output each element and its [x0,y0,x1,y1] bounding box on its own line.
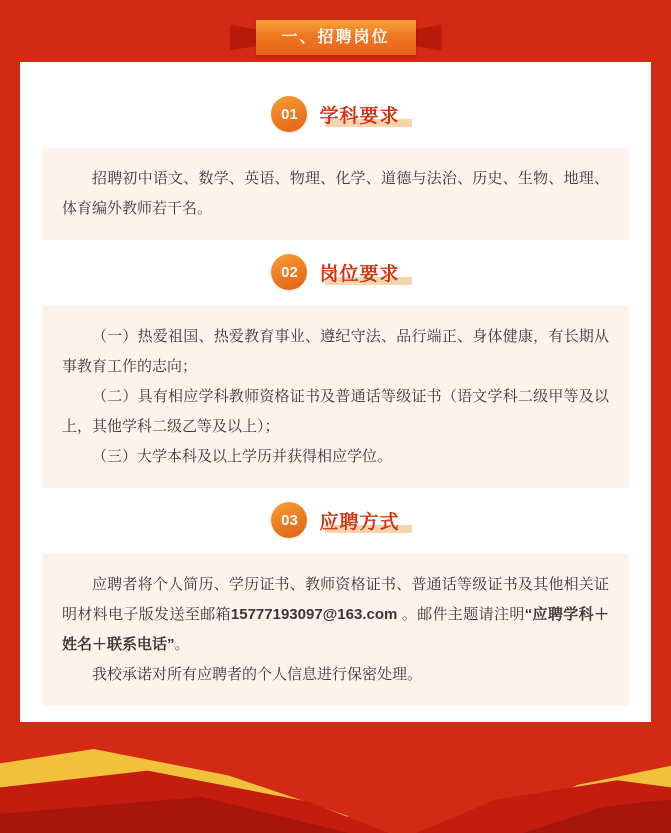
paragraph: （一）热爱祖国、热爱教育事业、遵纪守法、品行端正、身体健康，有长期从事教育工作的志向； [62,328,609,375]
section-content-03 [42,554,629,706]
banner-wrap [229,20,441,55]
paragraph: 招聘初中语文、数学、英语、物理、化学、道德与法治、历史、生物、地理、体育编外教师若干名。 [62,170,609,217]
apply-text-after: 。 [174,636,190,653]
section-number-badge-01: 01 [271,96,307,132]
section-heading-03 [42,502,629,538]
section-number-badge-02: 02 [271,254,307,290]
paragraph: （三）大学本科及以上学历并获得相应学位。 [92,448,393,465]
section-heading-01 [42,96,629,132]
contact-email: 15777193097@163.com [230,606,398,623]
section-title-02: 岗位要求 [319,263,400,285]
section-title-03: 应聘方式 [319,511,400,533]
email-subject-format: “应聘学科＋姓名＋联系电话” [62,606,609,653]
content-card [20,62,651,722]
section-heading-02 [42,254,629,290]
section-title-wrap-01 [319,101,399,128]
section-number-badge-03: 03 [271,502,307,538]
section-content-02 [42,306,629,488]
paragraph-apply-method [62,570,609,660]
section-content-01 [42,148,629,240]
paragraph: （二）具有相应学科教师资格证书及普通话等级证书（语文学科二级甲等及以上，其他学科二级乙等及以上）； [62,388,609,435]
section-title-wrap-02 [319,259,399,286]
banner-ribbon-left [229,25,255,51]
banner-ribbon-right [416,25,442,51]
footer-decoration [0,713,671,833]
apply-text-middle: 。邮件主题请注明 [397,606,525,623]
banner-title: 一、招聘岗位 [255,20,415,55]
header-banner [0,0,671,62]
section-title-wrap-03 [319,507,399,534]
paragraph-privacy: 我校承诺对所有应聘者的个人信息进行保密处理。 [92,666,423,683]
apply-text-before: 应聘者将个人简历、学历证书、教师资格证书、普通话等级证书及其他相关证明材料电子版发送至邮箱 [62,576,609,623]
section-title-01: 学科要求 [319,105,400,127]
